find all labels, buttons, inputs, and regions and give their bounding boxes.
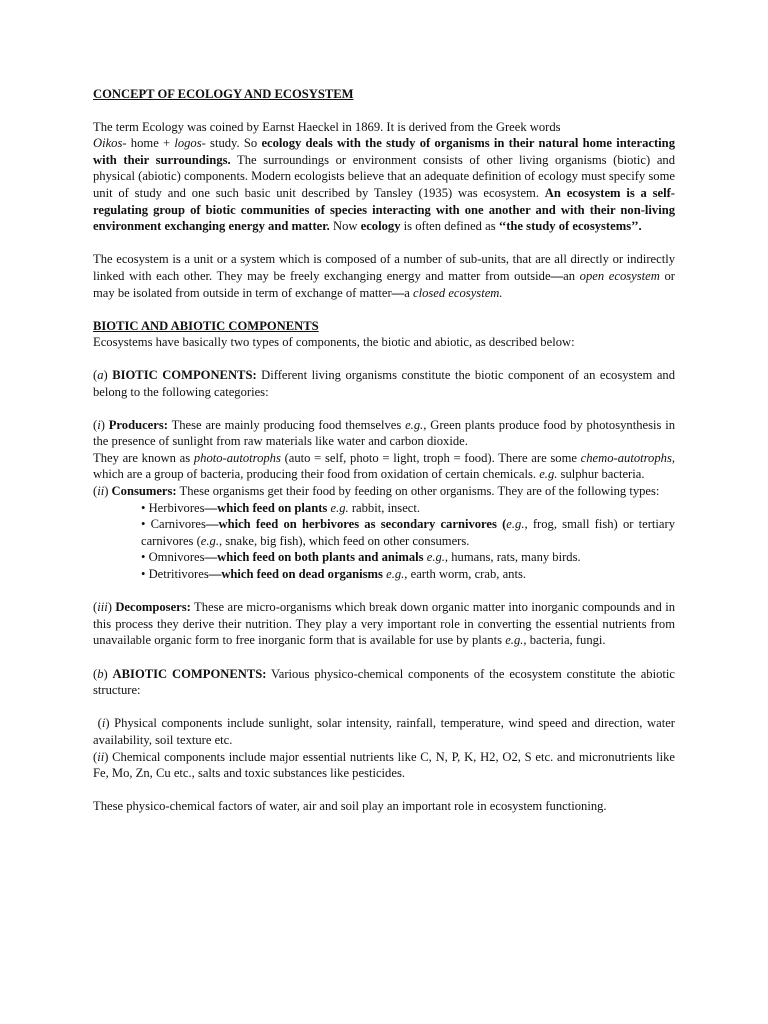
list-item: • Detritivores—which feed on dead organisms e.g., earth worm, crab, ants. [141, 567, 526, 582]
biotic-components-paragraph: (a) BIOTIC COMPONENTS: Different living organisms constitute the biotic component of an ecosystem and belong to the following categories: [93, 367, 676, 399]
physical-components-paragraph: (i) Physical components include sunlight, solar intensity, rainfall, temperature, wind speed and direction, water availability, soil texture etc. [93, 716, 675, 747]
producers-paragraph: (i) Producers: These are mainly producing food themselves e.g., Green plants produce food by photosynthesis in the presence of sunlight from raw materials like water and carbon dioxide. [93, 417, 676, 449]
section-heading-components: BIOTIC AND ABIOTIC COMPONENTS [93, 318, 319, 333]
decomposers-paragraph: (iii) Decomposers: These are micro-organisms which break down organic matter into inorganic compounds and in this process they derive their nutrition. They play a very important role in converting the essential nutrients from unavailable organic form to free inorganic form that is available for use by plants e.g., bacteria, fungi. [93, 600, 675, 648]
components-intro: Ecosystems have basically two types of components, the biotic and abiotic, as described below: [93, 334, 575, 349]
list-item: • Herbivores—which feed on plants e.g. rabbit, insect. [141, 500, 421, 515]
list-item: • Carnivores—which feed on herbivores as secondary carnivores (e.g., frog, small fish) or tertiary carnivores (e.g., snake, big fish), which feed on other consumers. [141, 517, 676, 548]
autotrophs-paragraph: They are known as photo-autotrophs (auto = self, photo = light, troph = food). There are some chemo-autotrophs, which are a group of bacteria, producing their food from oxidation of certain chemicals. e.g. sulphur bacteria. [93, 450, 675, 482]
intro-paragraph: The term Ecology was coined by Earnst Haeckel in 1869. It is derived from the Greek words Oikos- home + logos- study. So ecology deals with the study of organisms in their natural home interacting with their surroundings. The surroundings or environment consists of other living organisms (biotic) and physical (abiotic) components. Modern ecologists believe that an adequate definition of ecology must specify some unit of study and one such basic unit described by Tansley (1935) was ecosystem. An ecosystem is a self-regulating group of biotic communities of species interacting with one another and with their non-living environment exchanging energy and matter. Now ecology is often defined as ‘‘the study of ecosystems’’. [93, 119, 675, 234]
page-title: CONCEPT OF ECOLOGY AND ECOSYSTEM [93, 87, 354, 101]
ecosystem-unit-paragraph: The ecosystem is a unit or a system which is composed of a number of sub-units, that are all directly or indirectly linked with each other. They may be freely exchanging energy and matter from outside—an open ecosystem or may be isolated from outside in term of exchange of matter—a closed ecosystem. [93, 252, 675, 300]
consumer-types-list [93, 500, 675, 583]
abiotic-components-paragraph: (b) ABIOTIC COMPONENTS: Various physico-chemical components of the ecosystem constitute the abiotic structure: [93, 666, 675, 698]
consumers-paragraph: (ii) Consumers: These organisms get their food by feeding on other organisms. They are of the following types: [93, 484, 660, 499]
list-item: • Omnivores—which feed on both plants and animals e.g., humans, rats, many birds. [141, 550, 581, 565]
closing-paragraph: These physico-chemical factors of water, air and soil play an important role in ecosystem functioning. [93, 799, 607, 814]
chemical-components-paragraph: (ii) Chemical components include major essential nutrients like C, N, P, K, H2, O2, S etc. and micronutrients like Fe, Mo, Zn, Cu etc., salts and toxic substances like pesticides. [93, 749, 675, 781]
